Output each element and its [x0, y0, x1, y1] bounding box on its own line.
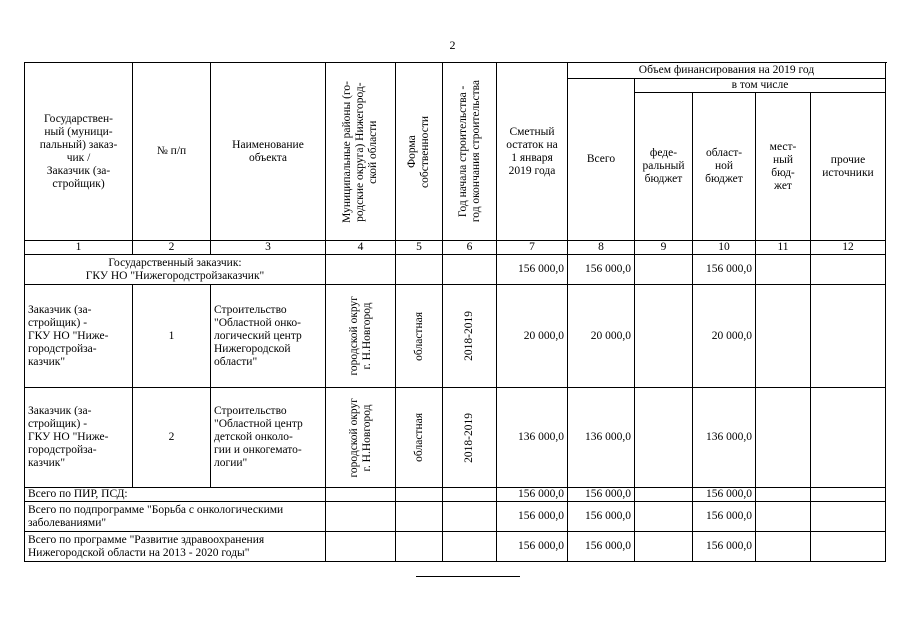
empty-cell: [443, 532, 497, 562]
total-total: 156 000,0: [568, 532, 635, 562]
empty-cell: [756, 388, 811, 488]
column-number: 8: [568, 241, 635, 255]
row-customer: Заказчик (за- стройщик) - ГКУ НО "Ниже- городстройза- казчик": [25, 285, 133, 388]
empty-cell: [635, 388, 693, 488]
empty-cell: [756, 532, 811, 562]
total-row: [25, 532, 886, 562]
total-estimate: 156 000,0: [497, 488, 568, 502]
column-number: 4: [326, 241, 396, 255]
empty-cell: [396, 488, 443, 502]
empty-cell: [443, 502, 497, 532]
header-customer: Государствен- ный (муници- пальный) заказ- чик / Заказчик (за- стройщик): [25, 63, 133, 241]
column-number: 6: [443, 241, 497, 255]
empty-cell: [396, 532, 443, 562]
divider: [416, 576, 520, 577]
row-customer: Заказчик (за- стройщик) - ГКУ НО "Ниже- городстройза- казчик": [25, 388, 133, 488]
row-regional: 20 000,0: [693, 285, 756, 388]
column-number: 10: [693, 241, 756, 255]
row-regional: 136 000,0: [693, 388, 756, 488]
header-including: в том числе: [635, 79, 886, 93]
row-total: 136 000,0: [568, 388, 635, 488]
empty-cell: [443, 488, 497, 502]
total-row: [25, 488, 886, 502]
empty-cell: [326, 488, 396, 502]
empty-cell: [811, 532, 886, 562]
empty-cell: [756, 502, 811, 532]
total-label: Всего по программе "Развитие здравоохранения Нижегородской области на 2013 - 2020 годы": [25, 532, 326, 562]
row-estimate: 20 000,0: [497, 285, 568, 388]
empty-cell: [756, 488, 811, 502]
row-years: 2018-2019: [443, 388, 497, 488]
header-funding: Объем финансирования на 2019 год: [568, 63, 886, 79]
column-number: 11: [756, 241, 811, 255]
row-district: городской округ г. Н.Новгород: [326, 388, 396, 488]
column-number: 9: [635, 241, 693, 255]
empty-cell: [811, 388, 886, 488]
row-object: Строительство "Областной центр детской онколо- гии и онкогемато- логии": [211, 388, 326, 488]
empty-cell: [396, 255, 443, 285]
state-customer-label: Государственный заказчик: ГКУ НО "Нижегородстройзаказчик": [25, 255, 326, 285]
row-ownership: областная: [396, 285, 443, 388]
table-row: [25, 388, 886, 488]
header-federal: феде- ральный бюджет: [635, 93, 693, 241]
column-number: 2: [133, 241, 211, 255]
header-object-name: Наименование объекта: [211, 63, 326, 241]
header-other: прочие источники: [811, 93, 886, 241]
empty-cell: [635, 502, 693, 532]
empty-cell: [811, 488, 886, 502]
empty-cell: [326, 502, 396, 532]
empty-cell: [326, 255, 396, 285]
row-ownership: областная: [396, 388, 443, 488]
total-estimate: 156 000,0: [497, 502, 568, 532]
row-object: Строительство "Областной онко- логический центр Нижегородской области": [211, 285, 326, 388]
total-total: 156 000,0: [568, 502, 635, 532]
column-number: 1: [25, 241, 133, 255]
row-estimate: 136 000,0: [497, 388, 568, 488]
column-number: 7: [497, 241, 568, 255]
empty-cell: [811, 502, 886, 532]
state-customer-row: [25, 255, 886, 285]
header-years: Год начала строительства - год окончания строительства: [443, 63, 497, 241]
total-regional: 156 000,0: [693, 488, 756, 502]
header-number: № п/п: [133, 63, 211, 241]
header-ownership: Форма собственности: [396, 63, 443, 241]
total-row: [25, 502, 886, 532]
empty-cell: [756, 285, 811, 388]
empty-cell: [635, 488, 693, 502]
column-number: 3: [211, 241, 326, 255]
total-label: Всего по ПИР, ПСД:: [25, 488, 326, 502]
state-customer-estimate: 156 000,0: [497, 255, 568, 285]
empty-cell: [635, 255, 693, 285]
row-total: 20 000,0: [568, 285, 635, 388]
total-label: Всего по подпрограмме "Борьба с онкологическими заболеваниями": [25, 502, 326, 532]
total-estimate: 156 000,0: [497, 532, 568, 562]
row-years: 2018-2019: [443, 285, 497, 388]
empty-cell: [811, 285, 886, 388]
row-number: 1: [133, 285, 211, 388]
empty-cell: [635, 285, 693, 388]
state-customer-regional: 156 000,0: [693, 255, 756, 285]
table-row: [25, 285, 886, 388]
empty-cell: [326, 532, 396, 562]
header-local: мест- ный бюд- жет: [756, 93, 811, 241]
empty-cell: [756, 255, 811, 285]
empty-cell: [396, 502, 443, 532]
column-number: 5: [396, 241, 443, 255]
empty-cell: [811, 255, 886, 285]
empty-cell: [443, 255, 497, 285]
total-total: 156 000,0: [568, 488, 635, 502]
state-customer-total: 156 000,0: [568, 255, 635, 285]
header-total: Всего: [568, 79, 635, 241]
financing-table: [24, 62, 886, 562]
total-regional: 156 000,0: [693, 502, 756, 532]
total-regional: 156 000,0: [693, 532, 756, 562]
header-estimate: Сметный остаток на 1 января 2019 года: [497, 63, 568, 241]
page-number: 2: [449, 38, 456, 52]
header-regional: област- ной бюджет: [693, 93, 756, 241]
header-district: Муниципальные районы (го- родские округа) Нижегород- ской области: [326, 63, 396, 241]
empty-cell: [635, 532, 693, 562]
column-numbers-row: [25, 241, 886, 255]
row-district: городской округ г. Н.Новгород: [326, 285, 396, 388]
column-number: 12: [811, 241, 886, 255]
row-number: 2: [133, 388, 211, 488]
